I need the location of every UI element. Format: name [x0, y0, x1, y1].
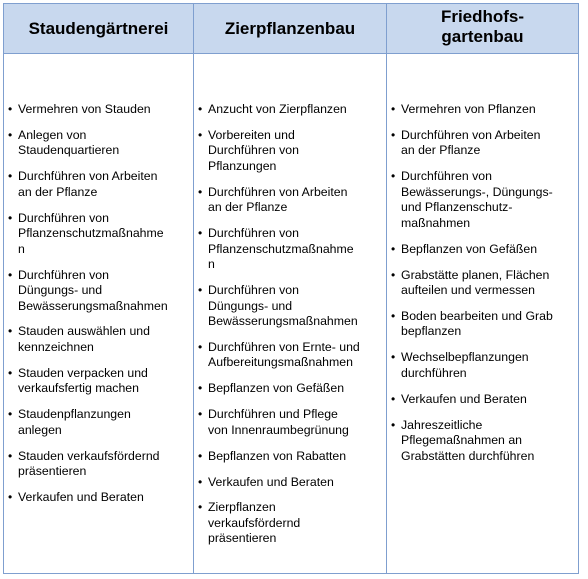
- list-item: • Jahreszeitliche Pflegemaßnahmen an Grabstätten durchführen: [387, 418, 574, 465]
- column-staudengaertnerei: [4, 54, 194, 573]
- list-item: • Vermehren von Stauden: [4, 102, 189, 118]
- header-zierpflanzenbau: [194, 4, 387, 54]
- list-item: • Wechselbepflanzungen durchführen: [387, 350, 574, 381]
- list-item: • Bepflanzen von Rabatten: [194, 449, 382, 465]
- header-label: Staudengärtnerei: [28, 18, 169, 38]
- list-item: • Verkaufen und Beraten: [194, 475, 382, 491]
- list-item: • Durchführen von Arbeiten an der Pflanze: [4, 169, 189, 200]
- list-item: • Vermehren von Pflanzen: [387, 102, 574, 118]
- list-item: • Stauden auswählen und kennzeichnen: [4, 324, 189, 355]
- task-list: [4, 102, 189, 506]
- list-item: • Anzucht von Zierpflanzen: [194, 102, 382, 118]
- list-item: • Zierpflanzen verkaufsfördernd präsentieren: [194, 500, 382, 547]
- list-item: • Bepflanzen von Gefäßen: [387, 242, 574, 258]
- list-item: • Durchführen von Düngungs- und Bewässerungsmaßnahmen: [4, 268, 189, 315]
- list-item: • Durchführen von Pflanzenschutzmaßnahme n: [194, 226, 382, 273]
- list-item: • Durchführen von Düngungs- und Bewässerungsmaßnahmen: [194, 283, 382, 330]
- list-item: • Stauden verpacken und verkaufsfertig machen: [4, 366, 189, 397]
- list-item: • Boden bearbeiten und Grab bepflanzen: [387, 309, 574, 340]
- list-item: • Durchführen von Bewässerungs-, Düngungs- und Pflanzenschutz- maßnahmen: [387, 169, 574, 231]
- list-item: • Durchführen von Ernte- und Aufbereitungsmaßnahmen: [194, 340, 382, 371]
- list-item: • Durchführen von Pflanzenschutzmaßnahme n: [4, 211, 189, 258]
- header-label: Friedhofs- gartenbau: [440, 7, 525, 46]
- column-zierpflanzenbau: [194, 54, 387, 573]
- list-item: • Bepflanzen von Gefäßen: [194, 381, 382, 397]
- header-label: Zierpflanzenbau: [224, 18, 356, 38]
- column-friedhofsgartenbau: [387, 54, 578, 573]
- header-staudengaertnerei: [4, 4, 194, 54]
- task-list: [387, 102, 574, 464]
- list-item: • Durchführen und Pflege von Innenraumbegrünung: [194, 407, 382, 438]
- list-item: • Durchführen von Arbeiten an der Pflanze: [387, 128, 574, 159]
- list-item: • Stauden verkaufsfördernd präsentieren: [4, 449, 189, 480]
- list-item: • Vorbereiten und Durchführen von Pflanzungen: [194, 128, 382, 175]
- task-list: [194, 102, 382, 547]
- header-friedhofsgartenbau: [387, 4, 578, 54]
- list-item: • Staudenpflanzungen anlegen: [4, 407, 189, 438]
- list-item: • Anlegen von Staudenquartieren: [4, 128, 189, 159]
- list-item: • Durchführen von Arbeiten an der Pflanze: [194, 185, 382, 216]
- list-item: • Verkaufen und Beraten: [4, 490, 189, 506]
- list-item: • Grabstätte planen, Flächen aufteilen und vermessen: [387, 268, 574, 299]
- list-item: • Verkaufen und Beraten: [387, 392, 574, 408]
- occupation-table: [3, 3, 579, 574]
